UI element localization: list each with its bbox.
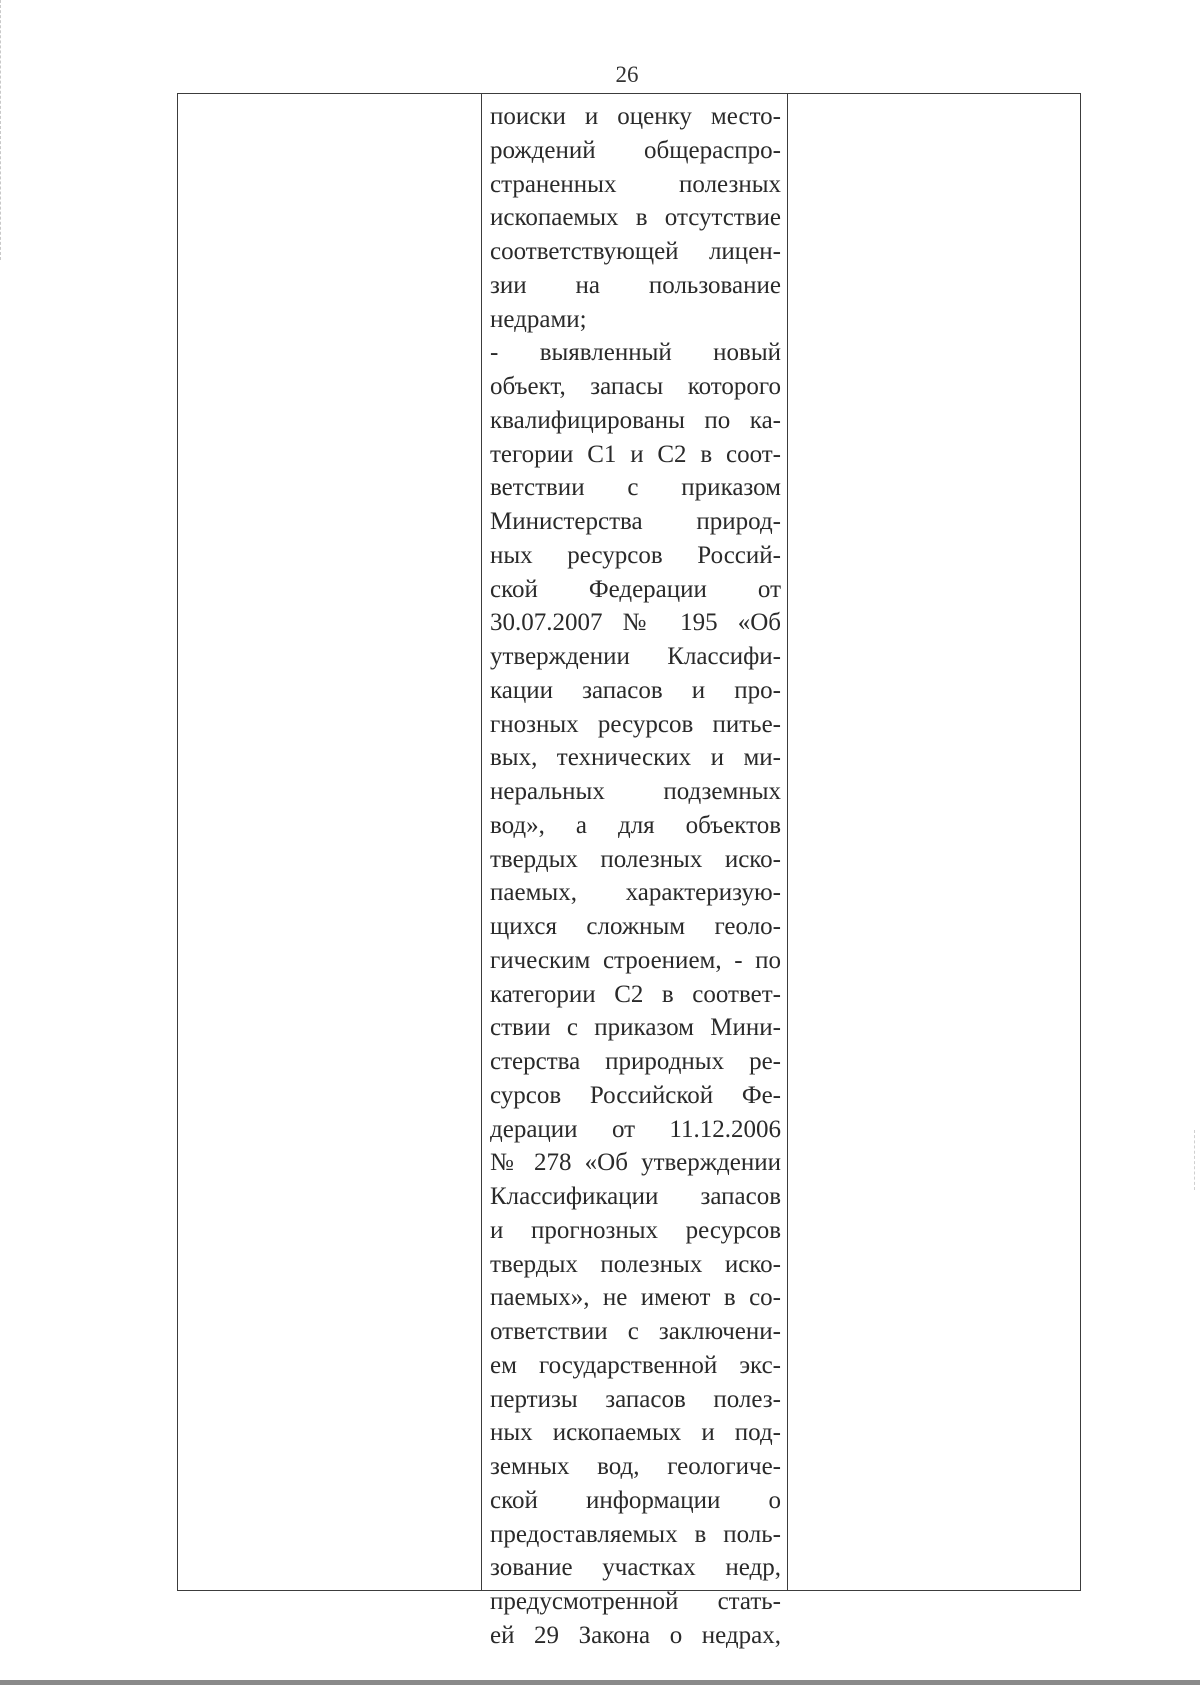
scan-edge-mark xyxy=(0,0,3,260)
cell-text-line: недрами; xyxy=(490,305,587,333)
cell-text-line: рождений общераспро- xyxy=(490,136,781,164)
cell-text-line: сурсов Российской Фе- xyxy=(490,1081,781,1109)
cell-text-line: соответствующей лицен- xyxy=(490,238,781,265)
cell-text-line: щихся сложным геоло- xyxy=(490,913,781,940)
cell-text-line: земных вод, геологиче- xyxy=(490,1453,781,1480)
cell-text-line: паемых, характеризую- xyxy=(490,879,781,907)
page-number: 26 xyxy=(615,62,639,87)
cell-text-line: квалифицированы по ка- xyxy=(490,406,781,434)
cell-text-line: ветствии с приказом xyxy=(490,474,781,502)
cell-text-line: ем государственной экс- xyxy=(490,1351,781,1379)
cell-text-line: № 278 «Об утверждении xyxy=(490,1149,781,1177)
cell-text-line: твердых полезных иско- xyxy=(490,1250,781,1278)
cell-text-line: утверждении Классифи- xyxy=(490,643,781,670)
cell-text-line: ской информации о xyxy=(490,1486,781,1514)
cell-text-line: вых, технических и ми- xyxy=(490,744,781,772)
cell-text-line: Министерства природ- xyxy=(490,508,781,535)
cell-text-line: 30.07.2007 № 195 «Об xyxy=(490,609,781,637)
cell-text-line: гнозных ресурсов питье- xyxy=(490,710,781,738)
cell-text-line: объект, запасы которого xyxy=(490,373,781,400)
cell-text-line: ской Федерации от xyxy=(490,575,781,603)
cell-text-line: ных ресурсов Россий- xyxy=(490,541,781,569)
table-cell-left xyxy=(178,94,482,1590)
cell-text-line: ископаемых в отсутствие xyxy=(490,204,781,232)
cell-text-line: зование участках недр, xyxy=(490,1554,781,1582)
cell-text-line: и прогнозных ресурсов xyxy=(490,1216,781,1244)
cell-text-line: паемых», не имеют в со- xyxy=(490,1284,781,1312)
cell-text-line: пертизы запасов полез- xyxy=(490,1385,781,1413)
cell-text-line: ей 29 Закона о недрах, xyxy=(490,1621,781,1649)
cell-text-line: предусмотренной стать- xyxy=(490,1588,781,1615)
scan-edge-mark xyxy=(1194,1130,1197,1190)
cell-text-line: кации запасов и про- xyxy=(490,676,781,704)
cell-text-line: стерства природных ре- xyxy=(490,1048,781,1075)
cell-text-line: Классификации запасов xyxy=(490,1183,781,1210)
cell-text-line: гическим строением, - по xyxy=(490,946,781,974)
cell-text-line: тегории С1 и С2 в соот- xyxy=(490,440,781,468)
cell-text-line: зии на пользование xyxy=(490,271,781,299)
cell-text-line: ных ископаемых и под- xyxy=(490,1419,781,1447)
cell-text-line: поиски и оценку место- xyxy=(490,103,781,130)
cell-text-line: - выявленный новый xyxy=(490,339,781,367)
document-table xyxy=(177,93,1081,1649)
table-cell-middle xyxy=(482,94,788,1649)
scan-bottom-rule xyxy=(0,1680,1200,1685)
cell-text-line: неральных подземных xyxy=(490,778,781,805)
cell-text-line: твердых полезных иско- xyxy=(490,845,781,873)
table-cell-right xyxy=(788,94,1080,1590)
cell-text-line: дерации от 11.12.2006 xyxy=(490,1115,781,1143)
cell-text-line: предоставляемых в поль- xyxy=(490,1520,781,1548)
cell-text-line: категории С2 в соответ- xyxy=(490,980,781,1008)
cell-text-line: вод», а для объектов xyxy=(490,811,781,839)
cell-text-line: страненных полезных xyxy=(490,170,781,198)
cell-text-line: ответствии с заключени- xyxy=(490,1318,781,1345)
cell-text-line: ствии с приказом Мини- xyxy=(490,1014,781,1042)
